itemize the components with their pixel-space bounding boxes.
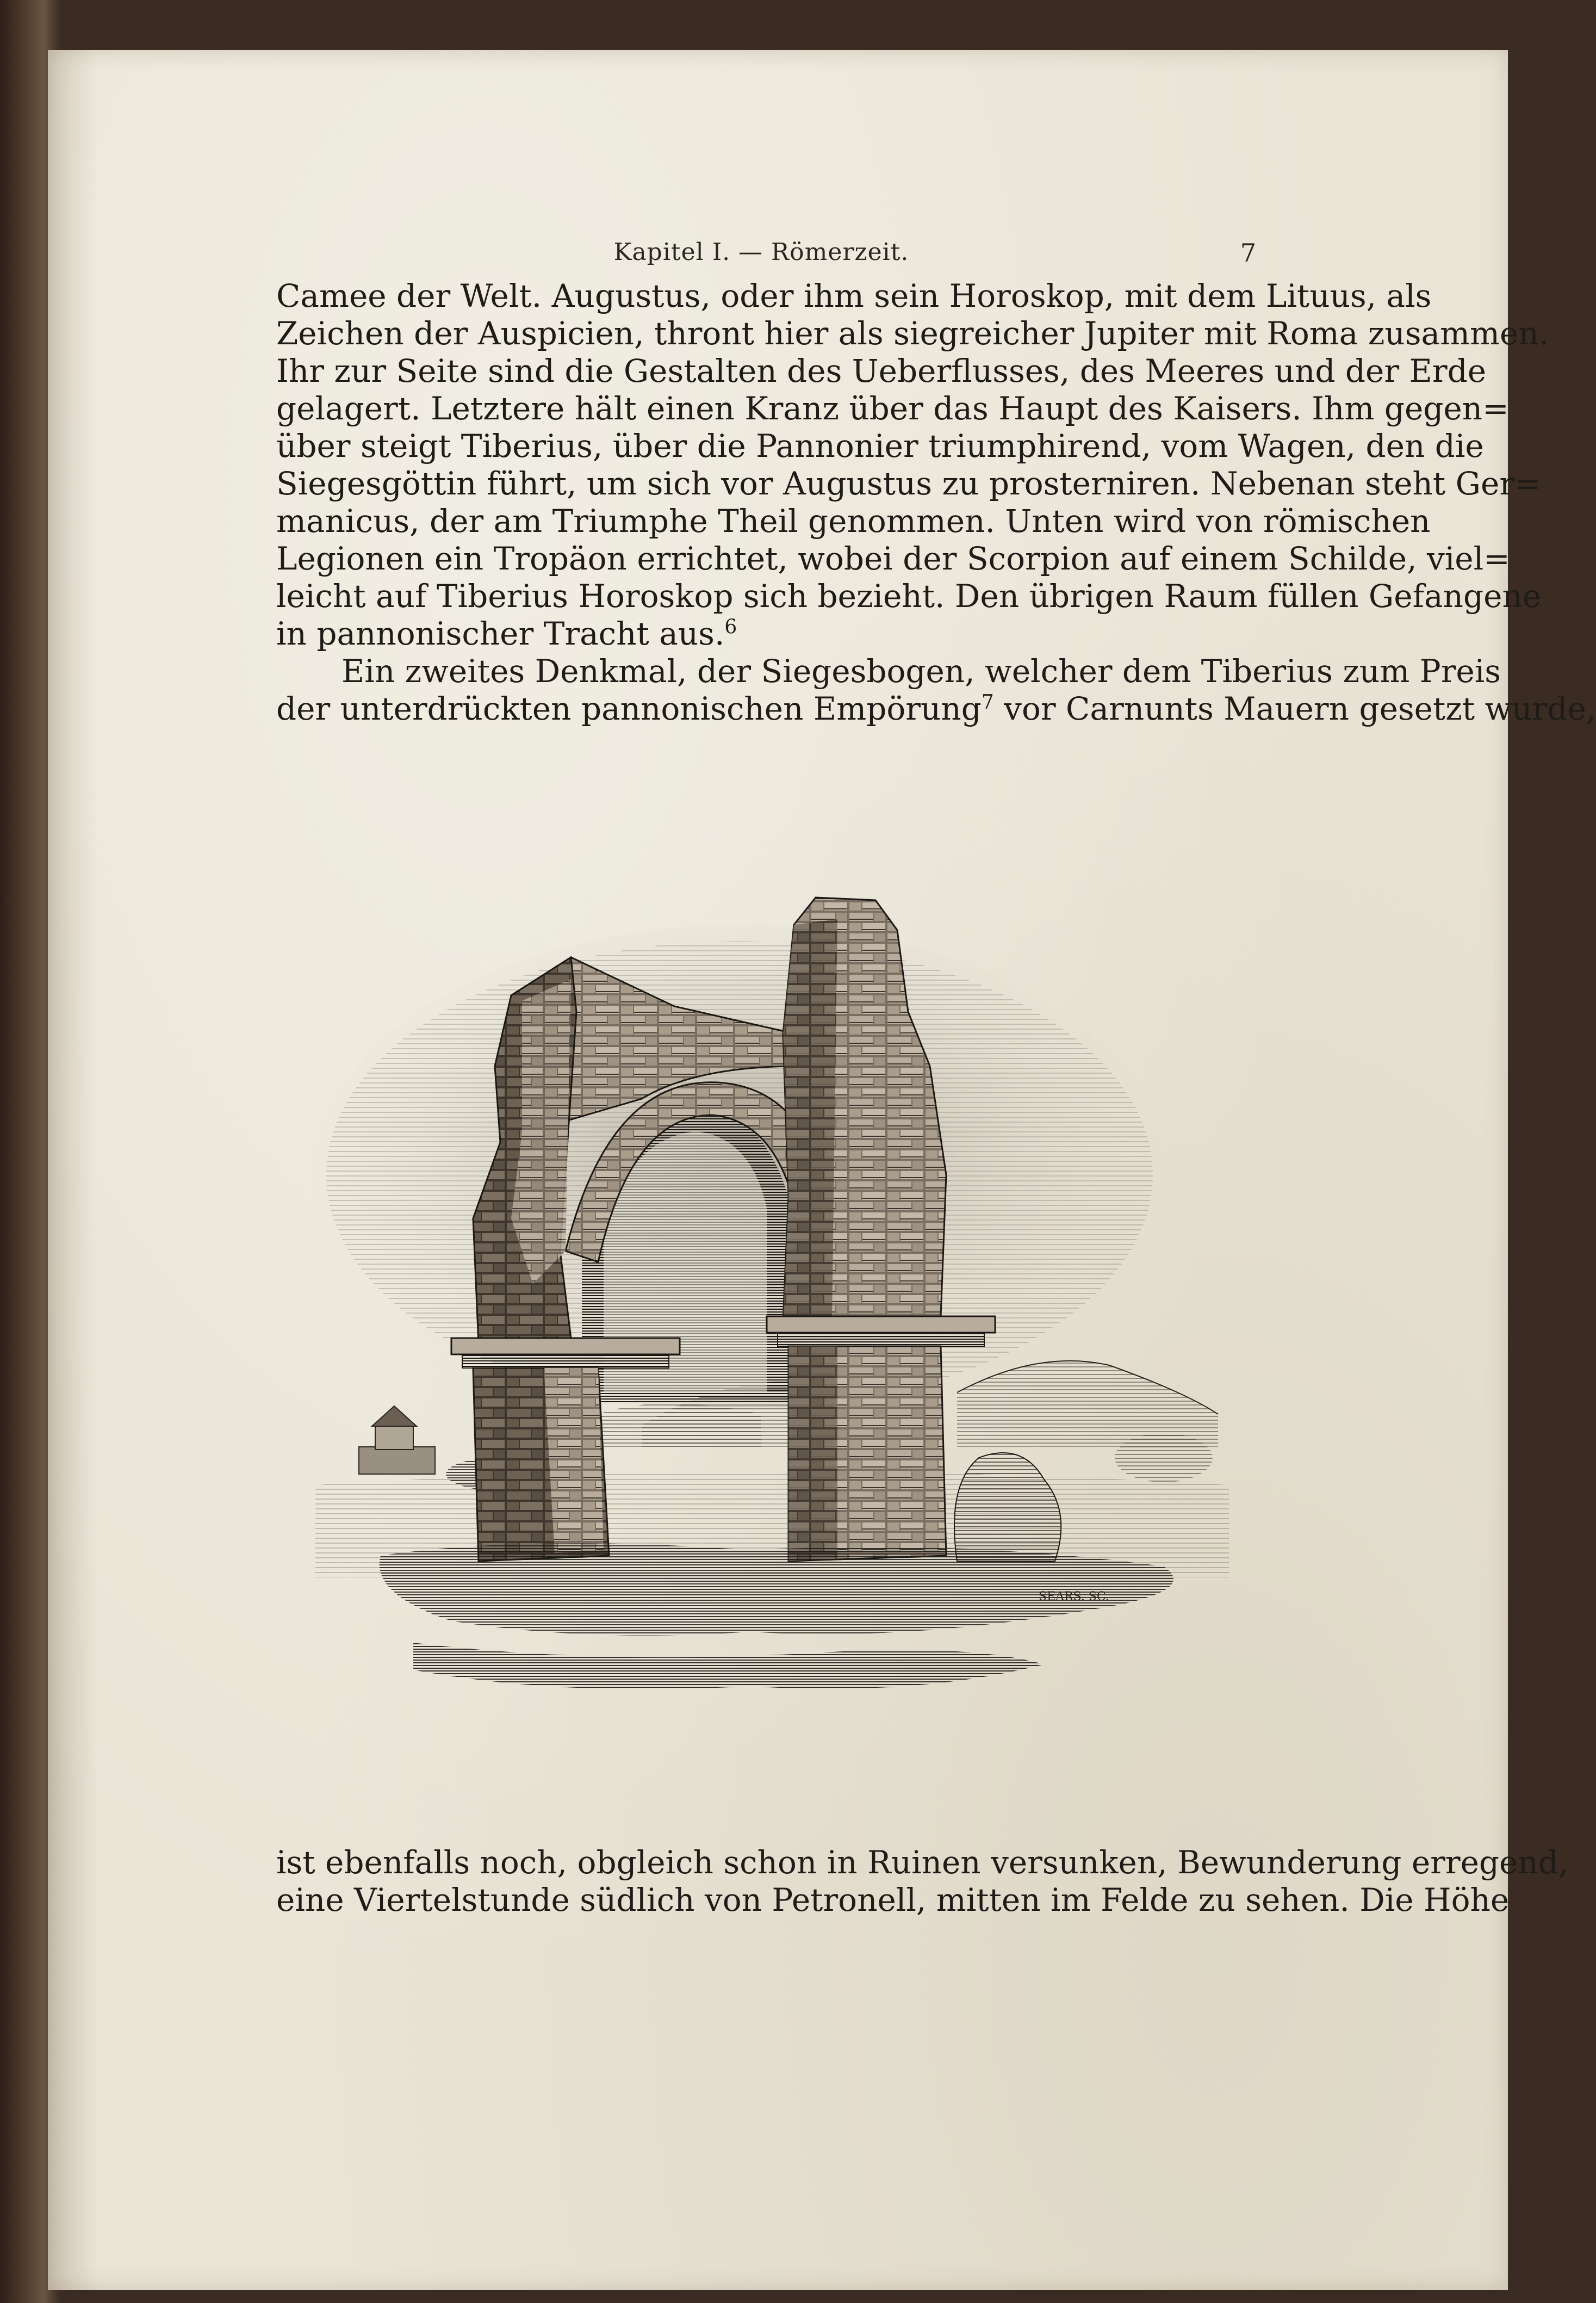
text-line-content: vor Carnunts Mauern gesetzt wurde, — [993, 690, 1596, 727]
paragraph-triumphal-arch — [276, 653, 1596, 728]
distant-tower — [359, 1406, 435, 1474]
page-number: 7 — [1240, 238, 1256, 268]
text-line: Ein zweites Denkmal, der Siegesbogen, welcher dem Tiberius zum Preis — [341, 653, 1501, 690]
paragraph-cameo — [276, 277, 1549, 653]
arch-engraving — [315, 870, 1229, 1719]
footnote-ref: 6 — [724, 616, 737, 639]
text-line: Siegesgöttin führt, um sich vor Augustus zu prosterniren. Nebenan steht Ger= — [276, 465, 1541, 502]
text-line: ist ebenfalls noch, obgleich schon in Ruinen versunken, Bewunderung erregend, — [276, 1844, 1569, 1881]
running-head — [272, 238, 1256, 271]
text-line: Zeichen der Auspicien, thront hier als siegreicher Jupiter mit Roma zusammen. — [276, 315, 1549, 352]
text-line — [276, 690, 1596, 728]
text-line: Legionen ein Tropäon errichtet, wobei der Scorpion auf einem Schilde, viel= — [276, 540, 1510, 577]
paragraph-ruins — [276, 1844, 1569, 1919]
footnote-ref: 7 — [981, 691, 994, 714]
text-line: über steigt Tiberius, über die Pannonier triumphirend, vom Wagen, den die — [276, 428, 1484, 465]
foreground-shrubs — [413, 1643, 1044, 1689]
text-line-content: der unterdrückten pannonischen Empörung — [276, 690, 982, 727]
engraver-signature: SEARS. SC. — [1039, 1590, 1109, 1604]
rubble-heap — [954, 1453, 1061, 1561]
text-line: leicht auf Tiberius Horoskop sich bezieht. Den übrigen Raum füllen Gefangene — [276, 578, 1542, 615]
text-line — [276, 615, 1255, 653]
text-line: gelagert. Letztere hält einen Kranz über das Haupt des Kaisers. Ihm gegen= — [276, 390, 1509, 427]
text-line: Camee der Welt. Augustus, oder ihm sein Horoskop, mit dem Lituus, als — [276, 277, 1432, 314]
text-line: eine Viertelstunde südlich von Petronell, mitten im Felde zu sehen. Die Höhe — [276, 1881, 1510, 1918]
foreground-grass — [380, 1543, 1173, 1636]
text-line: Ihr zur Seite sind die Gestalten des Ueberflusses, des Meeres und der Erde — [276, 352, 1487, 389]
text-line-content: in pannonischer Tracht aus. — [276, 615, 725, 652]
arch-background-hill — [598, 1403, 761, 1447]
text-line: manicus, der am Triumphe Theil genommen. Unten wird von römischen — [276, 503, 1431, 540]
tree-right — [1115, 1433, 1213, 1482]
chapter-title: Kapitel I. — Römerzeit. — [613, 238, 909, 266]
